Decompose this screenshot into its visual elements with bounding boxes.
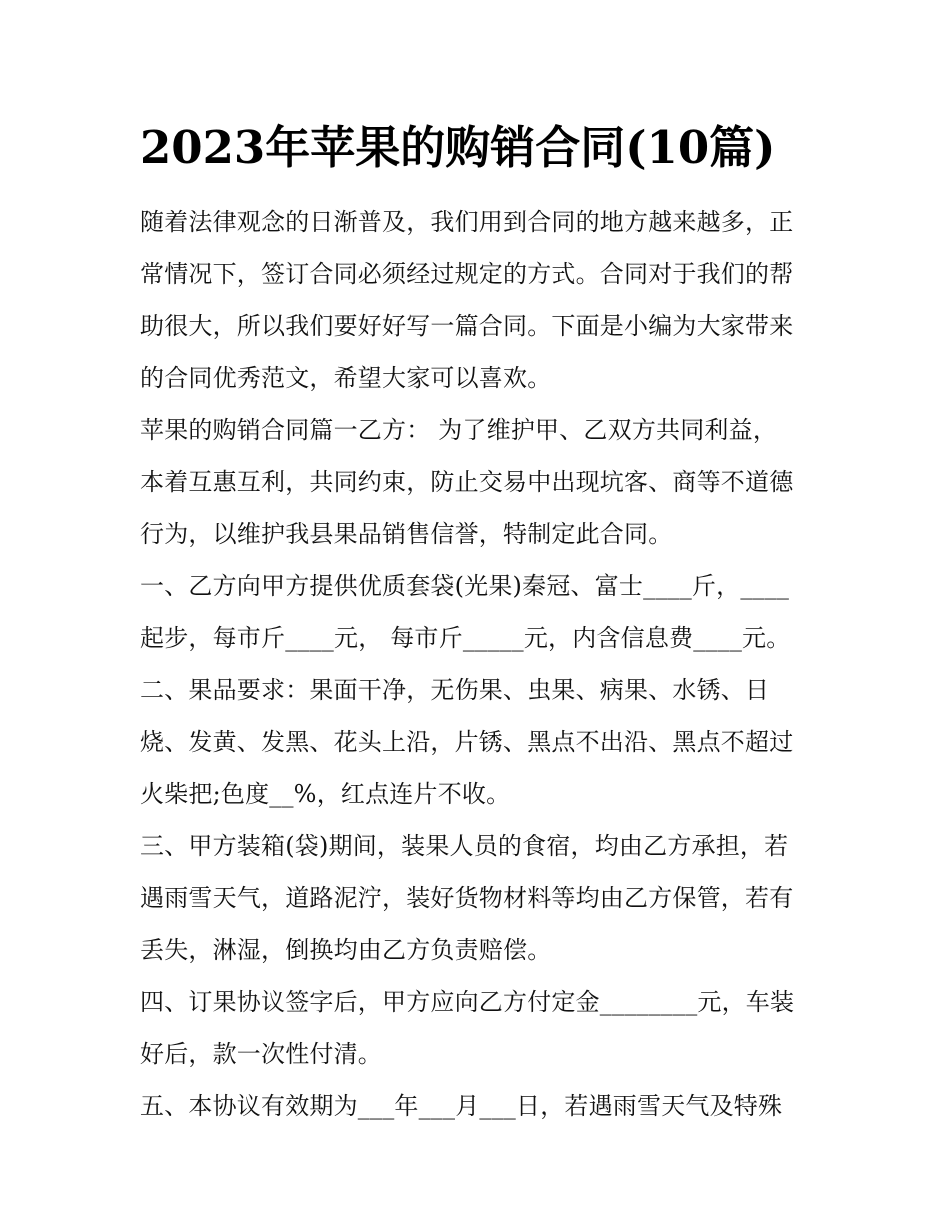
paragraph-clause-2 <box>140 664 812 820</box>
text-line: 烧、发黄、发黑、花头上沿，片锈、黑点不出沿、黑点不超过 <box>140 728 794 756</box>
text-line: 苹果的购销合同篇一乙方： 为了维护甲、乙双方共同利益， <box>140 416 778 444</box>
text-line: 常情况下，签订合同必须经过规定的方式。合同对于我们的帮 <box>140 260 794 288</box>
text-line: 的合同优秀范文，希望大家可以喜欢。 <box>140 364 552 392</box>
paragraph-clause-5 <box>140 1080 812 1132</box>
paragraph-clause-4 <box>140 976 812 1080</box>
paragraph-clause-1 <box>140 560 812 664</box>
text-line: 四、订果协议签字后，甲方应向乙方付定金________元，车装 <box>140 988 795 1016</box>
text-line: 助很大，所以我们要好好写一篇合同。下面是小编为大家带来 <box>140 312 794 340</box>
text-line: 三、甲方装箱(袋)期间，装果人员的食宿，均由乙方承担，若 <box>140 832 789 860</box>
text-line: 一、乙方向甲方提供优质套袋(光果)秦冠、富士____斤，____ <box>140 572 790 600</box>
text-line: 行为，以维护我县果品销售信誉，特制定此合同。 <box>140 520 673 548</box>
text-line: 本着互惠互利，共同约束，防止交易中出现坑客、商等不道德 <box>140 468 794 496</box>
paragraph-clause-3 <box>140 820 812 976</box>
text-line: 随着法律观念的日渐普及，我们用到合同的地方越来越多，正 <box>140 208 794 236</box>
text-line: 起步，每市斤____元， 每市斤_____元，内含信息费____元。 <box>140 624 791 652</box>
document-title: 2023年苹果的购销合同(10篇) <box>140 121 776 174</box>
document-body <box>140 196 812 1132</box>
paragraph-intro <box>140 196 812 404</box>
text-line: 遇雨雪天气，道路泥泞，装好货物材料等均由乙方保管，若有 <box>140 884 794 912</box>
text-line: 丢失，淋湿，倒换均由乙方负责赔偿。 <box>140 936 552 964</box>
text-line: 好后，款一次性付清。 <box>140 1040 382 1068</box>
text-line: 火柴把;色度__%，红点连片不收。 <box>140 780 511 808</box>
paragraph-contract-preamble <box>140 404 812 560</box>
text-line: 二、果品要求：果面干净，无伤果、虫果、病果、水锈、日 <box>140 676 770 704</box>
text-line: 五、本协议有效期为___年___月___日，若遇雨雪天气及特殊 <box>140 1092 783 1120</box>
